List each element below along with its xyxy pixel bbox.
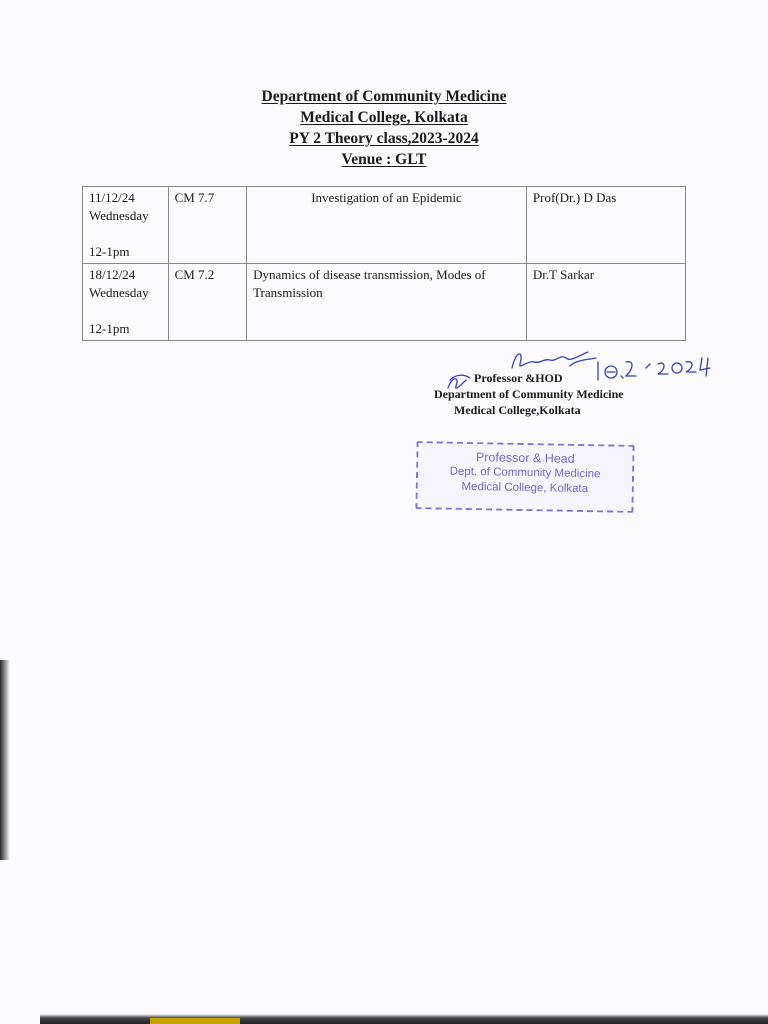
- official-stamp: Professor & Head Dept. of Community Medicine Medical College, Kolkata: [415, 441, 634, 513]
- signatory-title: Professor &HOD: [474, 371, 563, 385]
- date-cell: 11/12/24 Wednesday 12-1pm: [83, 187, 169, 264]
- signatory-department: Department of Community Medicine: [434, 387, 624, 401]
- page-bottom-edge: [40, 1014, 768, 1024]
- department-heading: Department of Community Medicine: [261, 88, 507, 105]
- class-heading: PY 2 Theory class,2023-2024: [289, 130, 479, 147]
- teacher-cell: Dr.T Sarkar: [526, 264, 685, 341]
- table-row: [83, 187, 686, 264]
- code-cell: CM 7.2: [168, 264, 247, 341]
- teacher-cell: Prof(Dr.) D Das: [526, 187, 685, 264]
- signatory-college: Medical College,Kolkata: [454, 403, 581, 417]
- venue-heading: Venue : GLT: [341, 151, 427, 168]
- college-heading: Medical College, Kolkata: [300, 109, 468, 126]
- code-cell: CM 7.7: [168, 187, 247, 264]
- table-row: [83, 264, 686, 341]
- topic-cell: Dynamics of disease transmission, Modes of Transmission: [247, 264, 527, 341]
- schedule-table: [82, 186, 686, 341]
- topic-cell: Investigation of an Epidemic: [247, 187, 527, 264]
- signature-block: [420, 370, 700, 418]
- page-edge-shadow: [0, 660, 10, 860]
- date-cell: 18/12/24 Wednesday 12-1pm: [83, 264, 169, 341]
